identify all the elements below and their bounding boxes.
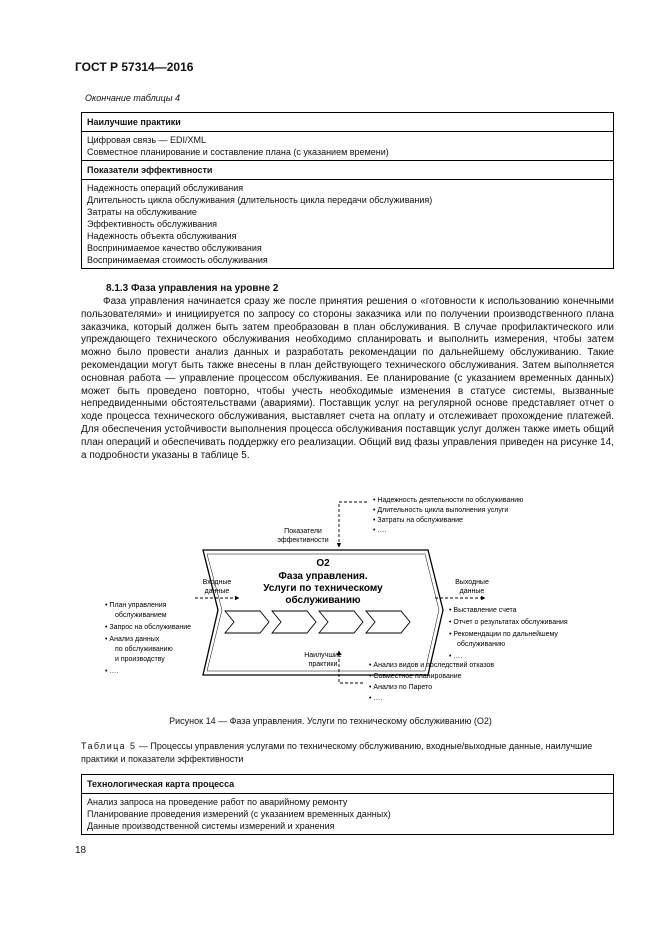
process-code: О2 xyxy=(316,558,330,569)
table-line: Надежность объекта обслуживания xyxy=(87,231,237,241)
input-bullet-item: • Анализ данных xyxy=(105,636,160,643)
input-list xyxy=(105,602,191,675)
output-bullet-item: • Рекомендации по дальнейшему xyxy=(449,631,558,638)
table-5-caption-lead: Таблица 5 xyxy=(81,741,137,751)
table-line: Длительность цикла обслуживания (длительность цикла передачи обслуживания) xyxy=(87,195,433,205)
kpi-bullet-item: • Надежность деятельности по обслуживанию xyxy=(373,497,524,504)
table-line: Данные производственной системы измерений и хранения xyxy=(87,821,335,831)
table-line: Анализ запроса на проведение работ по аварийному ремонту xyxy=(87,797,348,807)
section-title: 8.1.3 Фаза управления на уровне 2 xyxy=(106,283,279,294)
input-bullet-item: по обслуживанию xyxy=(115,646,173,653)
best-practices-bullet-item: • Анализ видов и последствий отказов xyxy=(369,662,495,669)
body-paragraph: Фаза управления начинается сразу же после принятия решения о «готовности к использованию конечными пользователями» и инициируется по запросу со стороны заказчика или по получении производственного плана заказчика, который должен быть затем преобразован в план обслуживания. В случае профилактического или упреждающего технического обслуживания необходимо спланировать и выполнить измерения, чтобы затем можно было провести анализ данных и разработать рекомендации по дальнейшему обслуживанию. Такие рекомендации могут быть также внесены в план действующего технического обслуживания. Затем выполняется основная работа — управление процессом обслуживания. Ее планирование (с указанием временных данных) может быть проведено повторно, чтобы учесть необходимые изменения в статусе системы, вызванные непредвиденными обстоятельствами (авариями). Поставщик услуг на регулярной основе представляет отчет о ходе процесса технического обслуживания, выставляет счета на оплату и отслеживает прохождение платежей. Для обеспечения устойчивости выполнения процесса обслуживания поставщик услуг должен также иметь общий план операций и обеспечивать поддержку его реализации. Общий вид фазы управления приведен на рисунке 14, а подробности указаны в таблице 5. xyxy=(81,296,614,461)
input-bullet-item: и производству xyxy=(115,656,165,663)
best-practices-label: Наилучшие xyxy=(304,652,342,659)
table-line: Воспринимаемая стоимость обслуживания xyxy=(87,255,268,265)
table-4 xyxy=(81,112,614,269)
output-bullet-item: • Отчет о результатах обслуживания xyxy=(449,619,568,626)
table-line: Цифровая связь — EDI/XML xyxy=(87,135,207,145)
table-line: Затраты на обслуживание xyxy=(87,207,197,217)
table-continuation-caption: Окончание таблицы 4 xyxy=(85,93,180,103)
table-head-best-practices: Наилучшие практики xyxy=(82,113,614,132)
table-line: Воспринимаемое качество обслуживания xyxy=(87,243,262,253)
table-line: Совместное планирование и составление плана (с указанием времени) xyxy=(87,147,389,157)
output-bullet-item: • …. xyxy=(449,653,463,660)
table-5-cell xyxy=(82,794,614,835)
table-5-head: Технологическая карта процесса xyxy=(82,775,614,794)
kpi-label: эффективности xyxy=(277,537,329,544)
output-label: данные xyxy=(459,588,485,595)
table-head-kpi: Показатели эффективности xyxy=(82,161,614,180)
kpi-bullet-item: • Длительность цикла выполнения услуги xyxy=(373,507,509,514)
kpi-list xyxy=(373,496,523,534)
process-title-line: обслуживанию xyxy=(285,595,361,606)
input-label: данные xyxy=(204,588,230,595)
input-bullet-item: • Запрос на обслуживание xyxy=(105,624,192,631)
best-practices-list xyxy=(369,661,494,702)
document-header: ГОСТ Р 57314—2016 xyxy=(75,60,194,74)
table-cell-best-practices xyxy=(82,132,614,161)
table-line: Эффективность обслуживания xyxy=(87,219,218,229)
best-practices-bullet-item: • …. xyxy=(369,695,383,702)
process-title-line: Фаза управления. xyxy=(278,571,368,582)
figure-caption: Рисунок 14 — Фаза управления. Услуги по техническому обслуживанию (О2) xyxy=(169,716,492,726)
input-label: Входные xyxy=(202,579,232,586)
table-line: Планирование проведения измерений (с указанием временных данных) xyxy=(87,809,391,819)
process-diagram xyxy=(95,490,615,710)
output-bullet-item: • Выставление счета xyxy=(449,607,517,614)
output-list xyxy=(449,607,568,660)
input-bullet-item: • …. xyxy=(105,668,119,675)
process-title-line: Услуги по техническому xyxy=(263,583,383,594)
output-label: Выходные xyxy=(455,579,489,586)
table-5-caption-text: — Процессы управления услугами по техническому обслуживанию, входные/выходные данные, наилучшие практики и показатели эффективности xyxy=(81,741,593,764)
table-5 xyxy=(81,774,614,835)
output-bullet-item: обслуживанию xyxy=(457,641,506,648)
table-cell-kpi xyxy=(82,180,614,269)
kpi-bullet-item: • Затраты на обслуживание xyxy=(373,517,463,524)
best-practices-bullet-item: • Анализ по Парето xyxy=(369,684,433,691)
kpi-label: Показатели xyxy=(284,528,322,535)
kpi-bullet-item: • …. xyxy=(373,527,387,534)
best-practices-bullet-item: • Совместное планирование xyxy=(369,673,462,680)
input-bullet-item: обслуживанием xyxy=(115,612,167,619)
best-practices-label: практики xyxy=(308,661,338,668)
table-line: Надежность операций обслуживания xyxy=(87,183,244,193)
input-bullet-item: • План управления xyxy=(105,602,167,609)
table-5-caption xyxy=(81,740,614,765)
page-number: 18 xyxy=(75,845,87,856)
